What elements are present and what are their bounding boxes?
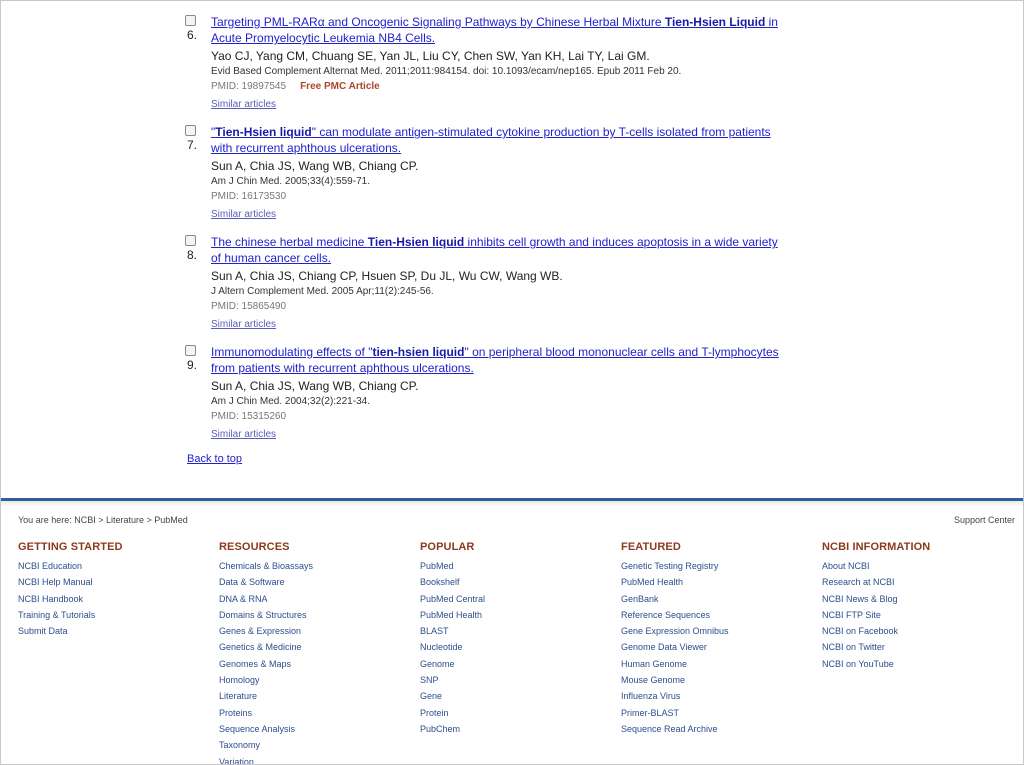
result-pmid: PMID: 15315260: [211, 411, 287, 422]
free-pmc-article-link[interactable]: Free PMC Article: [300, 81, 380, 92]
footer-link[interactable]: NCBI on Facebook: [822, 626, 899, 637]
similar-articles-link[interactable]: Similar articles: [211, 209, 277, 220]
footer-link[interactable]: Research at NCBI: [822, 577, 895, 588]
footer-link[interactable]: NCBI Education: [18, 561, 83, 571]
footer-column-heading: NCBI INFORMATION: [822, 541, 931, 553]
result-authors: Sun A, Chia JS, Chiang CP, Hsuen SP, Du JL, Wu CW, Wang WB.: [211, 269, 563, 283]
result-title-link[interactable]: "Tien-Hsien liquid" can modulate antigen-stimulated cytokine production by T-cells isolated from patients with recurrent aphthous ulcerations.: [211, 125, 771, 155]
footer-link[interactable]: NCBI FTP Site: [822, 609, 881, 620]
footer-link[interactable]: Mouse Genome: [621, 675, 686, 686]
result-title-link[interactable]: Immunomodulating effects of "tien-hsien liquid" on peripheral blood mononuclear cells and T-lymphocytes from patients with recurrent aphthous ulcerations.: [211, 345, 779, 375]
footer-link[interactable]: GenBank: [621, 593, 659, 604]
footer-link[interactable]: Literature: [219, 691, 258, 702]
result-checkbox[interactable]: [185, 235, 196, 246]
back-to-top-link[interactable]: Back to top: [187, 453, 243, 465]
footer-shade: [1, 501, 1023, 507]
similar-articles-link[interactable]: Similar articles: [211, 99, 277, 110]
footer-column-heading: RESOURCES: [219, 541, 290, 553]
footer-link[interactable]: Domains & Structures: [219, 609, 307, 620]
result-pmid: PMID: 15865490: [211, 301, 287, 312]
result-title-link[interactable]: Targeting PML-RARα and Oncogenic Signaling Pathways by Chinese Herbal Mixture Tien-Hsien Liquid in Acute Promyelocytic Leukemia NB4 Cells.: [211, 15, 778, 45]
footer-link[interactable]: NCBI News & Blog: [822, 593, 898, 604]
footer-link[interactable]: Gene Expression Omnibus: [621, 626, 729, 637]
footer-link[interactable]: Genes & Expression: [219, 626, 302, 637]
footer-link[interactable]: Variation: [219, 756, 254, 765]
footer-column-heading: FEATURED: [621, 541, 681, 553]
result-number: 9.: [187, 358, 198, 372]
footer-column-heading: POPULAR: [420, 541, 475, 553]
footer-link[interactable]: Bookshelf: [420, 577, 460, 588]
footer-link[interactable]: PubMed Health: [420, 609, 483, 620]
footer-link[interactable]: Sequence Analysis: [219, 723, 296, 734]
result-authors: Sun A, Chia JS, Wang WB, Chiang CP.: [211, 379, 419, 393]
result-number: 7.: [187, 138, 198, 152]
footer-link[interactable]: Genomes & Maps: [219, 658, 292, 669]
footer-link[interactable]: Homology: [219, 675, 260, 686]
footer-link[interactable]: DNA & RNA: [219, 593, 268, 604]
footer-link[interactable]: Chemicals & Bioassays: [219, 561, 314, 571]
footer-column-ncbi-information: [822, 541, 930, 672]
result-checkbox[interactable]: [185, 125, 196, 136]
result-number: 8.: [187, 248, 198, 262]
similar-articles-link[interactable]: Similar articles: [211, 429, 277, 440]
result-authors: Sun A, Chia JS, Wang WB, Chiang CP.: [211, 159, 419, 173]
footer-link[interactable]: Nucleotide: [420, 642, 463, 653]
result-journal: Am J Chin Med. 2004;32(2):221-34.: [211, 396, 370, 407]
footer-link[interactable]: Sequence Read Archive: [621, 723, 718, 734]
footer-link[interactable]: PubMed Central: [420, 593, 486, 604]
footer-link[interactable]: Primer-BLAST: [621, 707, 680, 718]
footer-link[interactable]: Gene: [420, 691, 443, 702]
footer-link[interactable]: PubMed: [420, 561, 454, 571]
footer-link[interactable]: Protein: [420, 707, 449, 718]
footer-link[interactable]: Influenza Virus: [621, 691, 681, 702]
result-number: 6.: [187, 28, 198, 42]
breadcrumb: You are here: NCBI > Literature > PubMed: [18, 515, 188, 525]
footer-link[interactable]: NCBI on YouTube: [822, 658, 894, 669]
footer-link[interactable]: BLAST: [420, 626, 449, 637]
footer-column-featured: [621, 541, 729, 737]
footer-link[interactable]: Genetic Testing Registry: [621, 561, 719, 571]
result-pmid: PMID: 16173530: [211, 191, 287, 202]
footer-column-getting-started: [18, 541, 123, 639]
footer-link[interactable]: Taxonomy: [219, 740, 261, 751]
footer-link[interactable]: NCBI Help Manual: [18, 577, 93, 588]
footer-link[interactable]: PubMed Health: [621, 577, 684, 588]
footer-link[interactable]: Submit Data: [18, 626, 68, 637]
result-title-link[interactable]: The chinese herbal medicine Tien-Hsien liquid inhibits cell growth and induces apoptosis in a wide variety of human cancer cells.: [211, 235, 778, 265]
footer-column-heading: GETTING STARTED: [18, 541, 123, 553]
footer-link[interactable]: Genetics & Medicine: [219, 642, 302, 653]
footer-link[interactable]: NCBI Handbook: [18, 593, 84, 604]
footer-link[interactable]: PubChem: [420, 723, 461, 734]
footer-link[interactable]: Proteins: [219, 707, 253, 718]
result-checkbox[interactable]: [185, 345, 196, 356]
footer-link[interactable]: Human Genome: [621, 658, 688, 669]
support-center-link[interactable]: Support Center: [953, 515, 1015, 525]
footer-link[interactable]: Genome: [420, 658, 455, 669]
footer-link[interactable]: NCBI on Twitter: [822, 642, 885, 653]
result-checkbox[interactable]: [185, 15, 196, 26]
similar-articles-link[interactable]: Similar articles: [211, 319, 277, 330]
footer-link[interactable]: SNP: [420, 675, 439, 686]
footer-link[interactable]: About NCBI: [822, 561, 870, 571]
footer-link[interactable]: Reference Sequences: [621, 609, 711, 620]
result-journal: Evid Based Complement Alternat Med. 2011;2011:984154. doi: 10.1093/ecam/nep165. Epub 2011 Feb 20.: [211, 66, 682, 77]
footer-link[interactable]: Training & Tutorials: [18, 609, 96, 620]
result-pmid: PMID: 19897545: [211, 81, 287, 92]
result-journal: Am J Chin Med. 2005;33(4):559-71.: [211, 176, 370, 187]
footer-column-popular: [420, 541, 485, 737]
footer-link[interactable]: Data & Software: [219, 577, 285, 588]
result-authors: Yao CJ, Yang CM, Chuang SE, Yan JL, Liu CY, Chen SW, Yan KH, Lai TY, Lai GM.: [211, 49, 650, 63]
footer-link[interactable]: Genome Data Viewer: [621, 642, 707, 653]
footer-column-resources: [219, 541, 313, 765]
result-journal: J Altern Complement Med. 2005 Apr;11(2):245-56.: [211, 286, 434, 297]
